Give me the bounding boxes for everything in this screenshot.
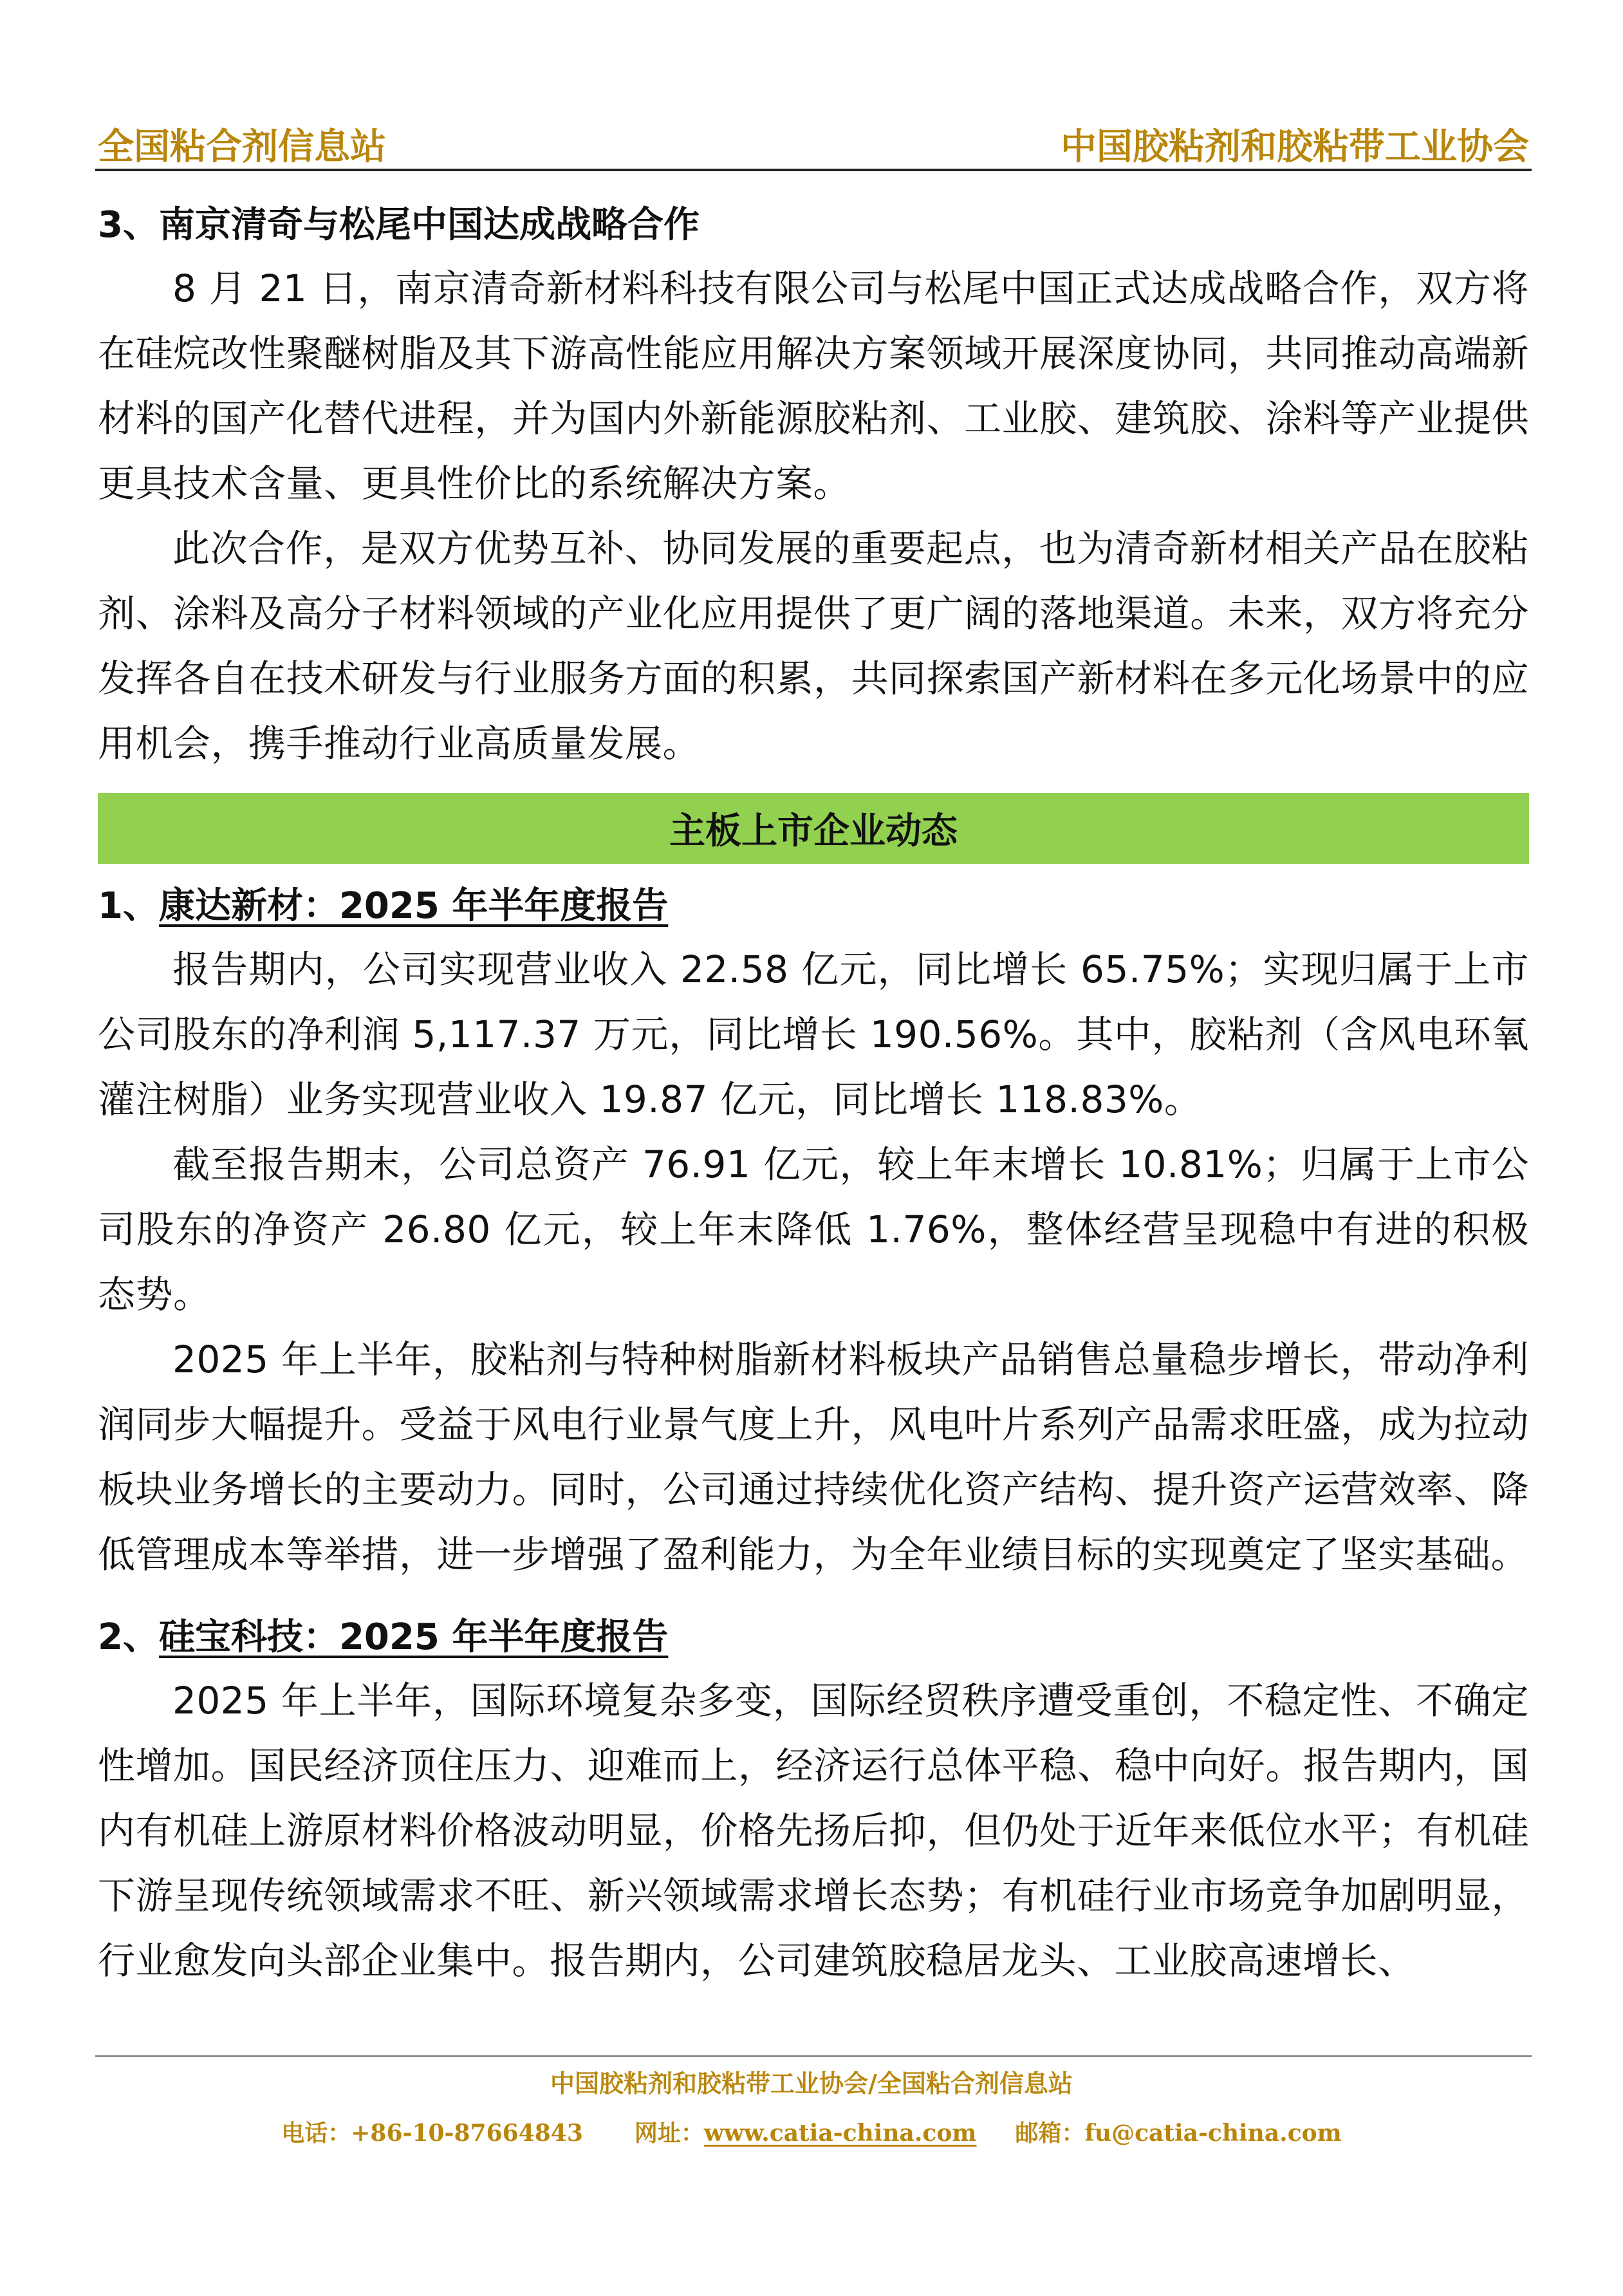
section3-heading: 3、南京清奇与松尾中国达成战略合作 <box>98 204 700 246</box>
banner-title: 主板上市企业动态 <box>669 810 958 852</box>
item2-title: 硅宝科技：2025 年半年度报告 <box>158 1616 669 1658</box>
header-association-name: 中国胶粘剂和胶粘带工业协会 <box>1061 126 1529 168</box>
item1-title: 康达新材：2025 年半年度报告 <box>158 885 669 927</box>
page-header <box>95 115 1532 171</box>
article-body <box>98 194 1529 1993</box>
item1-number: 1、 <box>98 885 159 927</box>
footer-phone: 电话：+86-10-87664843 <box>281 2120 583 2147</box>
item1-heading <box>98 875 1529 937</box>
item2-paragraph-1: 2025 年上半年，国际环境复杂多变，国际经贸秩序遭受重创，不稳定性、不确定性增加。国民经济顶住压力、迎难而上，经济运行总体平稳、稳中向好。报告期内，国内有机硅上游原材料价格波动明显，价格先扬后抑，但仍处于近年来低位水平；有机硅下游呈现传统领域需求不旺、新兴领域需求增长态势；有机硅行业市场竞争加剧明显，行业愈发向头部企业集中。报告期内，公司建筑胶稳居龙头、工业胶高速增长、 <box>98 1679 1529 1983</box>
spacer <box>98 1587 1529 1607</box>
footer-divider <box>95 2055 1532 2057</box>
footer-contact-line <box>0 2115 1623 2148</box>
section3-paragraph-2: 此次合作，是双方优势互补、协同发展的重要起点，也为清奇新材相关产品在胶粘剂、涂料及高分子材料领域的产业化应用提供了更广阔的落地渠道。未来，双方将充分发挥各自在技术研发与行业服务方面的积累，共同探索国产新材料在多元化场景中的应用机会，携手推动行业高质量发展。 <box>98 527 1529 765</box>
section-banner <box>98 793 1529 864</box>
section3-paragraph-1: 8 月 21 日，南京清奇新材料科技有限公司与松尾中国正式达成战略合作，双方将在硅烷改性聚醚树脂及其下游高性能应用解决方案领域开展深度协同，共同推动高端新材料的国产化替代进程，并为国内外新能源胶粘剂、工业胶、建筑胶、涂料等产业提供更具技术含量、更具性价比的系统解决方案。 <box>98 266 1529 505</box>
footer-email[interactable]: 邮箱：fu@catia-china.com <box>1015 2120 1342 2147</box>
item2-number: 2、 <box>98 1616 159 1658</box>
item1-paragraph-2: 截至报告期末，公司总资产 76.91 亿元，较上年末增长 10.81%；归属于上市公司股东的净资产 26.80 亿元，较上年末降低 1.76%，整体经营呈现稳中有进的积极态势。 <box>98 1143 1529 1316</box>
header-site-name: 全国粘合剂信息站 <box>98 126 386 168</box>
footer-organization: 中国胶粘剂和胶粘带工业协会/全国粘合剂信息站 <box>550 2069 1073 2098</box>
item1-paragraph-3: 2025 年上半年，胶粘剂与特种树脂新材料板块产品销售总量稳步增长，带动净利润同步大幅提升。受益于风电行业景气度上升，风电叶片系列产品需求旺盛，成为拉动板块业务增长的主要动力。同时，公司通过持续优化资产结构、提升资产运营效率、降低管理成本等举措，进一步增强了盈利能力，为全年业绩目标的实现奠定了坚实基础。 <box>98 1338 1529 1576</box>
item1-paragraph-1: 报告期内，公司实现营业收入 22.58 亿元，同比增长 65.75%；实现归属于上市公司股东的净利润 5,117.37 万元，同比增长 190.56%。其中，胶粘剂（含风电环氧灌注树脂）业务实现营业收入 19.87 亿元，同比增长 118.83%。 <box>98 947 1529 1121</box>
item2-heading <box>98 1607 1529 1668</box>
footer-website-label: 网址： <box>634 2120 704 2147</box>
footer-website-link[interactable]: www.catia-china.com <box>703 2120 977 2147</box>
